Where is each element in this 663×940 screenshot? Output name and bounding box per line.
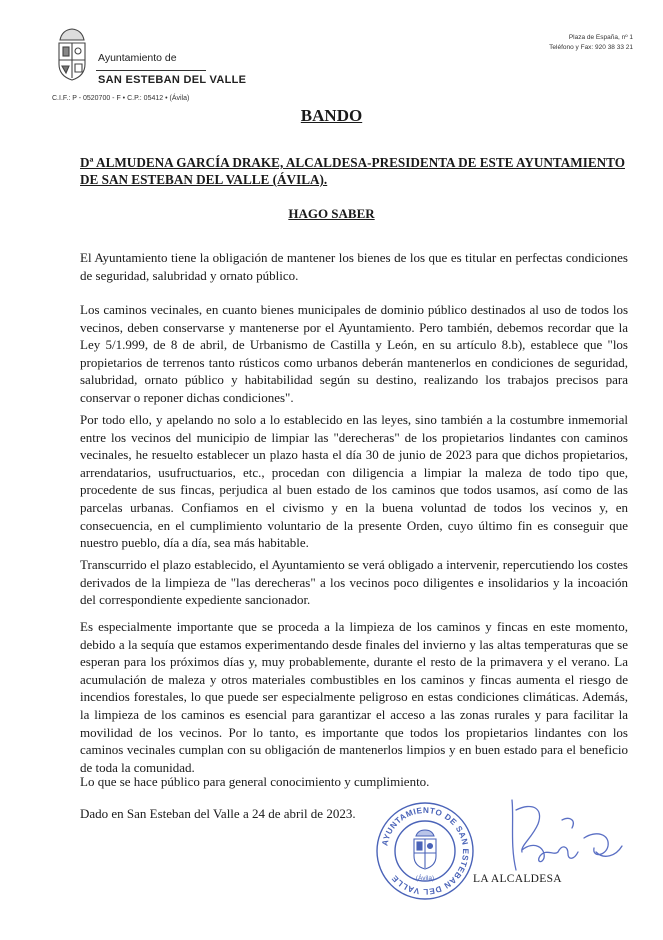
org-name-line1: Ayuntamiento de [98,52,177,64]
document-heading: Dª ALMUDENA GARCÍA DRAKE, ALCALDESA-PRESIDENTA DE ESTE AYUNTAMIENTO DE SAN ESTEBAN DEL VALLE (ÁVILA). [80,155,625,187]
address-block [549,33,633,53]
org-name-line2: SAN ESTEBAN DEL VALLE [98,74,247,86]
seal-ring-text: AYUNTAMIENTO DE SAN ESTEBAN DEL VALLE [380,805,471,897]
body-paragraph: Es especialmente importante que se proceda a la limpieza de los caminos y fincas en este momento, debido a la sequía que estamos experimentando desde finales del invierno y las altas temperaturas que se esperan para los próximos días y, muy probablemente, durante el resto de la primavera y el verano. La acumulación de maleza y otros materiales combustibles en los caminos y fincas aumenta el riesgo de incendios forestales, lo que puede ser especialmente peligroso en estas condiciones climáticas. Además, la limpieza de los caminos es esencial para garantizar el acceso a las zonas rurales y para facilitar la movilidad de los vecinos. Por lo tanto, es importante que todos los propietarios lindantes con los caminos vecinales cumplan con su obligación de mantenerlos limpios y en buen estado para el beneficio de toda la comunidad. [80,619,628,775]
body-paragraph: El Ayuntamiento tiene la obligación de mantener los bienes de los que es titular en perfectas condiciones de seguridad, salubridad y ornato público. [80,250,628,283]
coat-of-arms-icon [54,26,90,84]
document-subheading: HAGO SABER [288,206,375,221]
body-paragraph: Por todo ello, y apelando no solo a lo establecido en las leyes, sino también a la costumbre inmemorial entre los vecinos del municipio de limpiar las "derecheras" de los propietarios lindantes con caminos vecinales, he resuelto establecer un plazo hasta el día 30 de junio de 2023 para que dichos propietarios, arrendatarios, usufructuarios, etc., procedan con diligencia a limpiar la maleza de todo tipo que, procedente de sus fincas, perjudica al buen estado de los caminos que todos usamos, así como de las parcelas urbanas. Confiamos en el civismo y en la buena voluntad de todos los vecinos y, en consecuencia, en el cumplimiento voluntario de la presente Orden, cuyo último fin es conseguir que nuestro pueblo, día a día, sea más habitable. [80,412,628,551]
seal-inner-text: (Ávila) [415,875,435,882]
phone-line: Teléfono y Fax: 920 38 33 21 [549,44,633,51]
signer-title: LA ALCALDESA [473,873,562,885]
official-seal-icon [374,800,476,902]
signature-icon [492,790,632,885]
address-line: Plaza de España, nº 1 [568,34,633,41]
date-line: Dado en San Esteban del Valle a 24 de abril de 2023. [80,806,356,821]
fiscal-info: C.I.F.: P - 0520700 - F • C.P.: 05412 • (Ávila) [52,95,190,102]
document-title: BANDO [300,106,363,125]
closing-line: Lo que se hace público para general conocimiento y cumplimiento. [80,774,430,789]
body-paragraph: Los caminos vecinales, en cuanto bienes municipales de dominio público destinados al uso de todos los vecinos, deben conservarse y mantenerse por el Ayuntamiento. Pero también, debemos recordar que la Ley 5/1.999, de 8 de abril, de Urbanismo de Castilla y León, en su artículo 8.b), establece que "los propietarios de terrenos tanto rústicos como urbanos deberán mantenerlos en condiciones de seguridad, salubridad, ornato público y habitabilidad según su destino, realizando los trabajos precisos para conservar o reponer dichas condiciones". [80,302,628,405]
header-rule [96,70,206,71]
body-paragraph: Transcurrido el plazo establecido, el Ayuntamiento se verá obligado a intervenir, repercutiendo los costes derivados de la limpieza de "las derecheras" a los vecinos poco diligentes e insolidarios y la incoación del correspondiente expediente sancionador. [80,557,628,608]
